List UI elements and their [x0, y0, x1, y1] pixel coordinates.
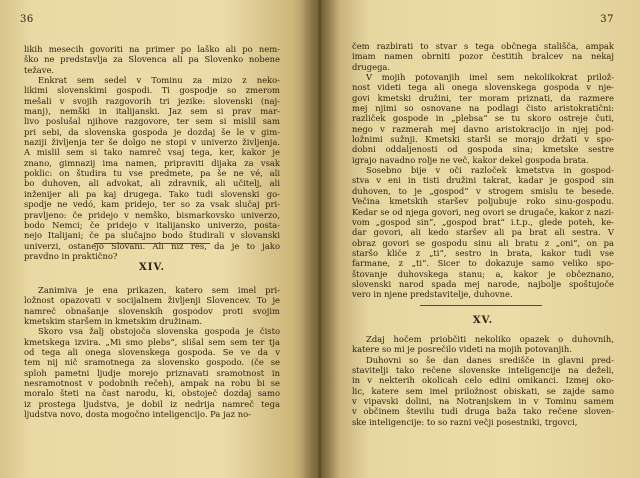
text-line: ško ne predstavlja za Slovenca ali pa Slovenko nobene: [24, 54, 280, 65]
text-line: pri sebi, da slovenska gospoda je dozdaj še le v gim-: [24, 126, 280, 137]
text-line: namreč obnašanje slovenskih gospodov proti svojim: [24, 305, 280, 316]
text-line: Večina kmetskih staršev poljubuje roko sinu-gospodu.: [352, 196, 614, 207]
text-line: štovanje duhovskega stanu; a, kakor je občeznano,: [352, 268, 614, 279]
page-number: 37: [600, 14, 614, 25]
text-line: igrajo navadno rolje ne več, kakor dekel gospoda brata.: [352, 154, 589, 165]
text-line: inženijer ali pa kaj drugega. Tako tudi slovenski go-: [24, 188, 280, 199]
text-line: lic, katere sem imel priložnost obiskati, se zajde samo: [352, 385, 614, 396]
text-line: livo poslušal njihove razgovore, ter sem si mislil sam: [24, 116, 280, 127]
text-line: čem razbirati to stvar s tega občnega stališča, ampak: [352, 41, 614, 51]
text-line: sploh pametni ljudje morejo priznavati sramotnost in: [24, 367, 280, 378]
right-page: [318, 0, 640, 478]
text-line: farmane, z „ti“. Sicer to dokazuje samo veliko spo-: [352, 258, 614, 269]
text-line: v vipavski dolini, na Notranjskem in v Tominu samem: [352, 396, 614, 407]
text-line: Duhovni so še dan danes središče in glavni pred-: [366, 354, 614, 365]
text-line: kmetskim staršem in kmetskim družinam.: [24, 316, 203, 327]
text-line: spodje ne vedó, kam pridejo, ter so za vsak slučaj pri-: [24, 199, 280, 210]
text-line: Kedar se od njega govori, neg ovori se drugače, kakor z nazi-: [352, 206, 614, 217]
text-line: katere so mi je posrečilo videti na mojih potovanjih.: [352, 344, 572, 355]
text-line: manj), nemški in italijanski. Jaz sem si prav mar-: [24, 106, 280, 117]
text-line: univerzi, ostanejo Slovani. Ali niz res, da je to jako: [24, 240, 280, 251]
text-line: iz prostega ljudstva, je dobil iz nedrija namreč tega: [24, 398, 280, 409]
text-line: pravdno in praktično?: [24, 250, 118, 261]
text-line: duhoven, to je „gospod“ v strogem smislu te besede.: [352, 185, 614, 196]
text-line: ske inteligencije: to so razni večji posestniki, trgovci,: [352, 416, 578, 427]
text-line: dar govori, ali kedo staršev ali pa brat ali sestra. V: [352, 227, 614, 238]
body-text-top: [24, 44, 280, 261]
text-line: ložnost opazovati v socijalnem življenji Slovencev. To je: [24, 295, 280, 306]
text-line: kmetskega izvira. „Mi smo plebs“, slišal sem sem ter tja: [24, 336, 280, 347]
text-line: od tega ali onega slovenskega gospoda. Se ve da v: [24, 347, 280, 358]
text-line: in v nekterih okolicah celo edini omikanci. Izmej oko-: [352, 375, 614, 386]
text-line: bodo Nemci; če pridejo v italijansko univerzo, posta-: [24, 219, 280, 230]
body-text-top: [352, 41, 614, 300]
text-line: obraz govori se gospodu sinu ali bratu z „oni“, on pa: [352, 237, 614, 248]
text-line: vero in njene predstavitelje, duhovne.: [352, 289, 513, 300]
text-line: mešali v svojih razgovorih tri jezike: slovenski (naj-: [24, 95, 280, 106]
text-line: nego v razmerah mej davno aristokracijo in njej pod-: [352, 123, 614, 134]
section-rule: [94, 243, 210, 244]
text-line: v občinem številu tudi druga baža tako rečene sloven-: [352, 406, 614, 417]
text-line: dobni oddaljenosti od gospoda sina; kmetske sestre: [352, 144, 614, 155]
text-line: slovenski narod spada mej narode, najbolje spoštujoče: [352, 278, 614, 289]
text-line: Skoro vsa žalj obstojoča slovenska gospoda je čisto: [38, 326, 280, 337]
text-line: staršo kliče z „ti“, sestro in brata, kakor tudi vse: [352, 247, 614, 258]
text-line: bo duhoven, ali advokat, ali zdravnik, ali učitelj, ali: [24, 178, 280, 189]
text-line: vom „gospod sin“, „gospod brat“ i.t.p., glede poteh, ke-: [352, 216, 614, 227]
text-line: nesramotnost v podobnih rečeh), ampak na robu bi se: [24, 378, 280, 389]
text-line: likih mesecih govoriti na primer po laško ali po nem-: [24, 44, 280, 54]
text-line: poklic: on študira tu vse predmete, pa še ne vé, ali: [24, 168, 280, 179]
text-line: tem nij nič sramotnega za slovensko gospodo. (če se: [24, 357, 280, 368]
body-text-bottom: [352, 334, 614, 427]
text-line: Enkrat sem sedel v Tominu za mizo z neko-: [38, 75, 280, 86]
text-line: ljudstva novo, dosta mogočno inteligencijo. Pa jaz no-: [24, 409, 252, 420]
text-line: stavitelji tako rečene slovenske inteligencije na deželi,: [352, 365, 614, 376]
section-heading: XV.: [472, 315, 494, 326]
text-line: V mojih potovanjih imel sem nekolikokrat prilož-: [366, 72, 614, 83]
text-line: stva v eni in tisti družini takrat, kadar je gospod sin: [352, 175, 614, 186]
text-line: Sosebno bije v oči razloček kmetstva in gospod-: [366, 165, 614, 176]
section-heading: XIV.: [139, 262, 165, 273]
body-text-bottom: [24, 285, 280, 419]
text-line: A mislil sem si tako namreč vsaj tega, ker, kakor je: [24, 147, 280, 158]
text-line: imam namen obrniti pozor čestitih bralcev na nekaj: [352, 51, 614, 62]
text-line: nejo Italijani; če pa slučajno bodo študirali v slovanski: [24, 230, 280, 241]
text-line: mej njimi so osnovane na podlagi čisto aristokratični:: [352, 103, 614, 114]
text-line: drugega.: [352, 61, 391, 72]
page-number: 36: [20, 14, 34, 25]
section-rule: [420, 305, 542, 306]
text-line: Zanimiva je ena prikazen, katero sem imel pri-: [38, 285, 280, 295]
left-page: [0, 0, 318, 478]
text-line: naziji življenja ter še dolgo ne stopi v univerzo življenja.: [24, 137, 280, 148]
text-line: pravljeno: če pridejo v nemško, bismarkovsko univerzo,: [24, 209, 280, 220]
text-line: težave.: [24, 64, 55, 75]
text-line: moralo šteti na čast narodu, ki, obstoječ dozdaj samo: [24, 388, 280, 399]
text-line: znano, gimnazij ima namen, pripraviti dijaka za vsak: [24, 157, 280, 168]
text-line: Zdaj hočem priobčiti nekoliko opazek o duhovnih,: [366, 334, 614, 344]
text-line: ložnimi sužnji. Kmetski starši se morajo držati v spo-: [352, 134, 614, 145]
text-line: govi kmetski družini, ter moram priznati, da razmere: [352, 92, 614, 103]
text-line: nost videti tega ali onega slovenskega gospoda v nje-: [352, 82, 614, 93]
text-line: različek gospode in „plebsa“ se tu skoro ostreje čuti,: [352, 113, 614, 124]
text-line: likimi slovenskimi gospodi. Ti gospodje so zmerom: [24, 85, 280, 96]
